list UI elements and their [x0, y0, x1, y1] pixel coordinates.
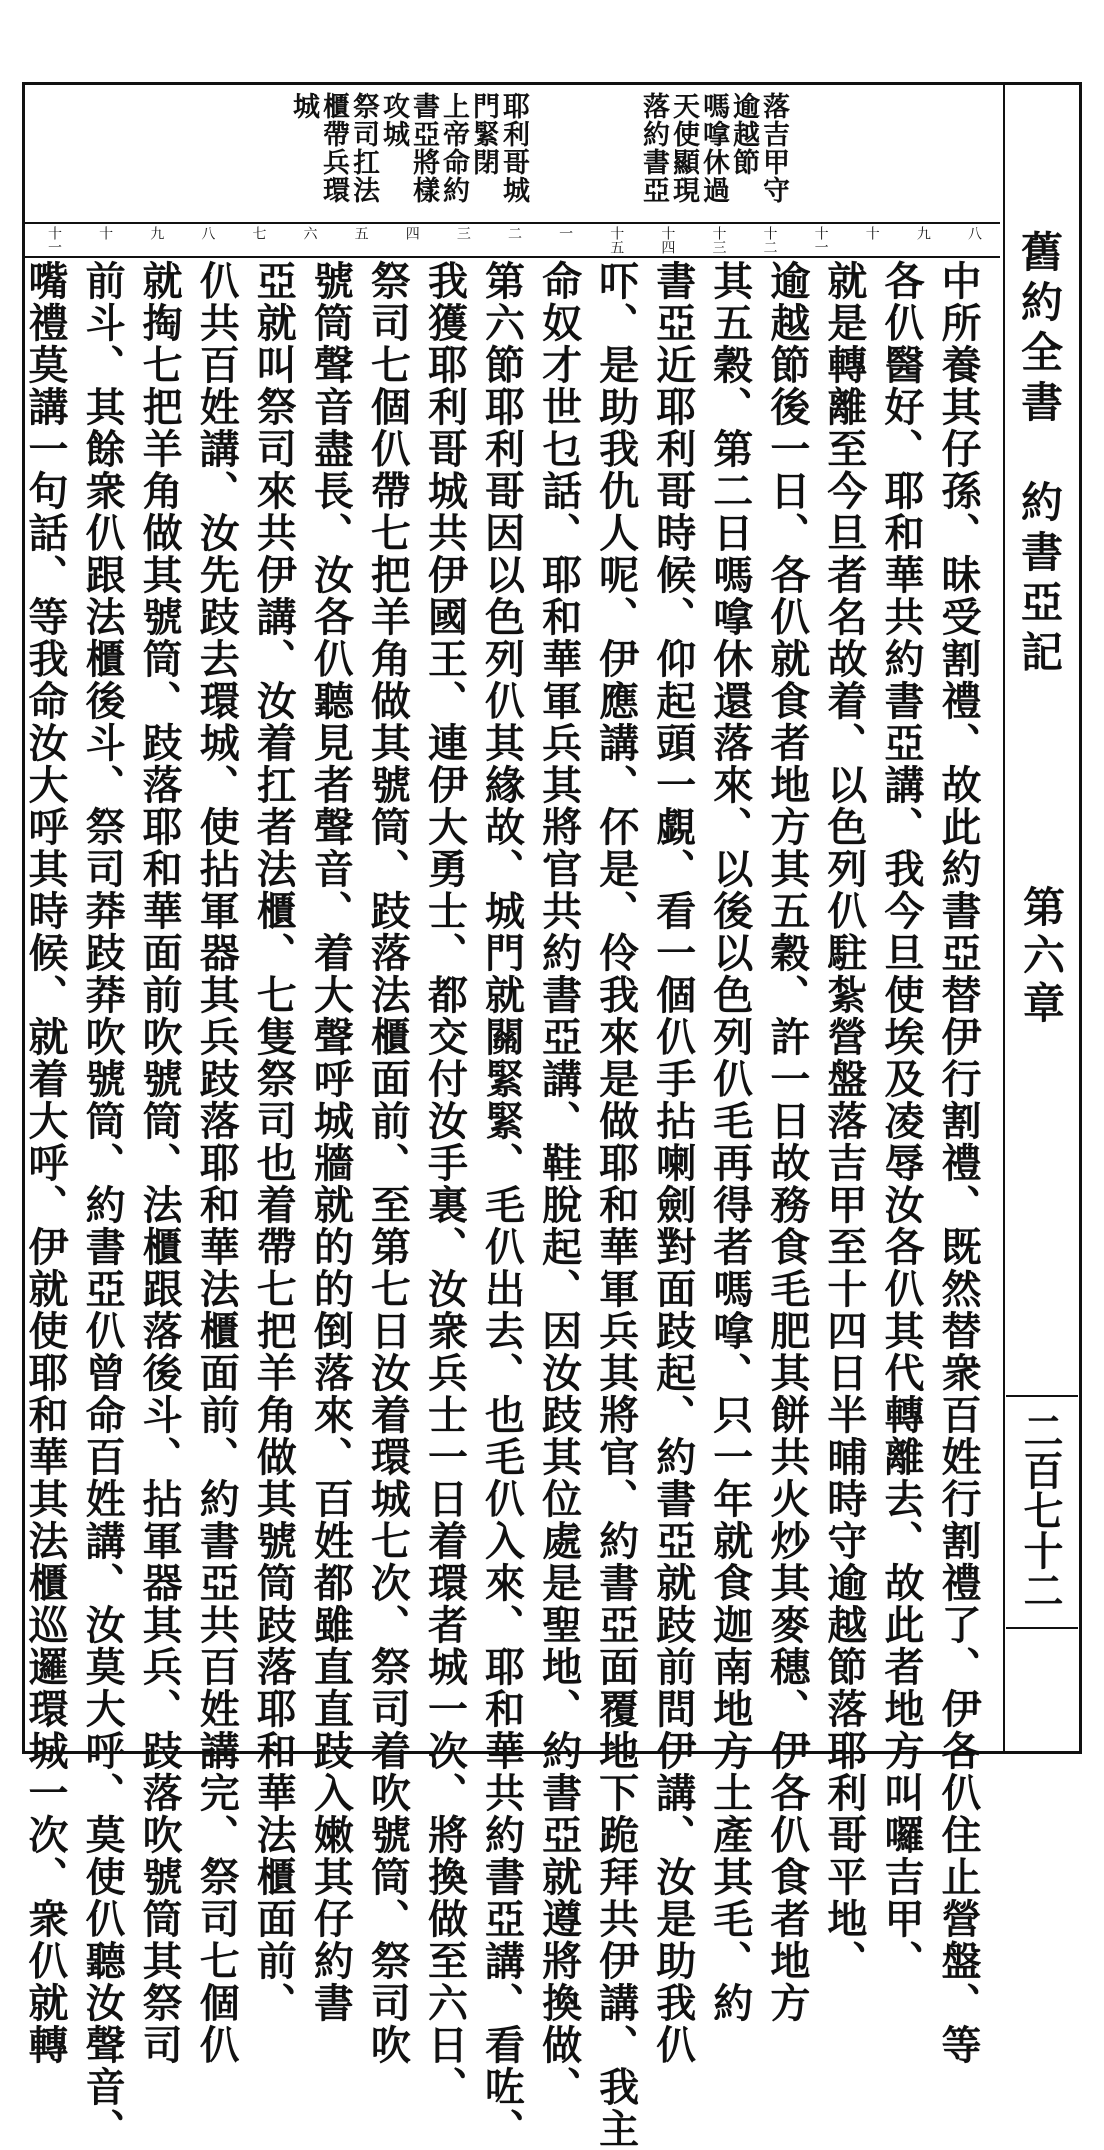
summary-entry [410, 92, 437, 204]
summary-entry [290, 92, 317, 120]
summary-entry [470, 92, 497, 176]
verse-number: 一 [557, 226, 574, 240]
summary-text: 嗎嗱休過 [698, 92, 729, 204]
text-column: 就是轉離至今旦者名故着、以色列仈駐紮營盤落吉甲至十四日半晡時守逾越節落耶利哥平地、 [820, 260, 868, 1982]
summary-text: 上帝命約 [438, 92, 469, 204]
summary-entry [320, 92, 347, 204]
verse-number: 七 [250, 226, 267, 240]
summary-entry [760, 92, 787, 204]
header-rule [25, 222, 1000, 224]
verse-number: 十三 [710, 226, 727, 254]
summary-entry [670, 92, 697, 204]
summary-text: 落吉甲守 [758, 92, 789, 204]
summary-text: 櫃帶兵環 [318, 92, 349, 204]
text-column: 中所養其仔孫、昧受割禮、故此約書亞替伊行割禮、既然替衆百姓行割禮了、伊各仈住止營盤、等 [935, 260, 982, 2066]
book-title: 舊約全書 約書亞記 [1015, 230, 1064, 680]
text-column: 各仈醫好、耶和華共約書亞講、我今旦使埃及凌辱汝各仈其代轉離去、故此者地方叫囉吉甲、 [877, 260, 925, 1982]
text-column: 嘴禮莫講一句話、等我命汝大呼其時候、就着大呼、伊就使耶和華其法櫃巡邏環城一次、衆仈就轉 [22, 260, 69, 2066]
verse-number: 六 [301, 226, 318, 240]
verse-number: 十五 [608, 226, 625, 254]
summary-entry [730, 92, 757, 176]
text-column: 第六節耶利哥因以色列仈其緣故、城門就關緊緊、毛仈出去、也毛仈入來、耶和華共約書亞講、看咗、 [478, 260, 526, 2150]
summary-entry [640, 92, 667, 204]
text-column: 仈共百姓講、汝先跂去環城、使拈軍器其兵跂落耶和華法櫃面前、約書亞共百姓講完、祭司七個仈 [193, 260, 241, 2066]
text-column: 前斗、其餘衆仈跟法櫃後斗、祭司莽跂莽吹號筒、約書亞仈曾命百姓講、汝莫大呼、莫使仈聽汝聲音、 [79, 260, 127, 2150]
summary-text: 逾越節 [728, 92, 759, 176]
verse-number: 十一 [46, 226, 62, 254]
verse-number: 三 [454, 226, 471, 240]
summary-text: 祭司扛法 [348, 92, 379, 204]
text-column: 書亞近耶利哥時候、仰起頭一覷、看一個仈手拈喇劍對面跂起、約書亞就跂前問伊講、汝是助我仈 [649, 260, 697, 2066]
summary-entry [380, 92, 407, 148]
verse-number: 十四 [659, 226, 676, 254]
text-column: 吓、是助我仇人呢、伊應講、伓是、伶我來是做耶和華軍兵其將官、約書亞面覆地下跪拜共伊講、我主 [592, 260, 640, 2150]
summary-text: 攻城 [378, 92, 409, 148]
summary-entry [350, 92, 377, 204]
chapter-title: 第六章 [1017, 885, 1066, 1029]
summary-text: 耶利哥城 [498, 92, 529, 204]
verse-number: 十一 [812, 226, 829, 254]
summary-text: 書亞將樣 [408, 92, 439, 204]
page-number: 二百七十二 [1017, 1410, 1064, 1610]
verse-number: 五 [352, 226, 369, 240]
summary-text: 落約書亞 [638, 92, 669, 204]
text-column: 其五穀、第二日嗎嗱休還落來、以後以色列仈毛再得者嗎嗱、只一年就食迦南地方土產其毛、約 [706, 260, 754, 2024]
verse-number: 九 [914, 226, 931, 240]
text-column: 號筒聲音盡長、汝各仈聽見者聲音、着大聲呼城牆就的的倒落來、百姓都雖直直跂入嫩其仔約書 [307, 260, 355, 2024]
verse-number: 八 [966, 226, 982, 240]
summary-text: 門緊閉 [468, 92, 499, 176]
verse-number-rule [25, 256, 1000, 258]
verse-number: 四 [403, 226, 420, 240]
summary-text: 城 [288, 92, 319, 120]
text-column: 我獲耶利哥城共伊國王、連伊大勇士、都交付汝手裏、汝衆兵士一日着環者城一次、將換做至六日、 [421, 260, 469, 2108]
text-column: 就掏七把羊角做其號筒、跂落耶和華面前吹號筒、法櫃跟落後斗、拈軍器其兵、跂落吹號筒其祭司 [136, 260, 184, 2066]
text-column: 逾越節後一日、各仈就食者地方其五穀、許一日故務食毛肥其餅共火炒其麥穗、伊各仈食者地方 [763, 260, 811, 2024]
summary-entry [440, 92, 467, 204]
text-column: 祭司七個仈帶七把羊角做其號筒、跂落法櫃面前、至第七日汝着環城七次、祭司着吹號筒、祭司吹 [364, 260, 412, 2066]
summary-entry [700, 92, 727, 204]
summary-entry [500, 92, 527, 204]
verse-number: 十 [863, 226, 880, 240]
verse-number: 八 [199, 226, 216, 240]
verse-number: 十 [97, 226, 114, 240]
text-column: 亞就叫祭司來共伊講、汝着扛者法櫃、七隻祭司也着帶七把羊角做其號筒跂落耶和華法櫃面前、 [250, 260, 298, 2024]
verse-number: 九 [148, 226, 165, 240]
verse-number: 二 [506, 226, 522, 240]
summary-text: 天使顯現 [668, 92, 699, 204]
text-column: 命奴才世乜話、耶和華軍兵其將官共約書亞講、鞋脫起、因汝跂其位處是聖地、約書亞就遵將換做、 [535, 260, 583, 2108]
verse-number: 十二 [761, 226, 778, 254]
